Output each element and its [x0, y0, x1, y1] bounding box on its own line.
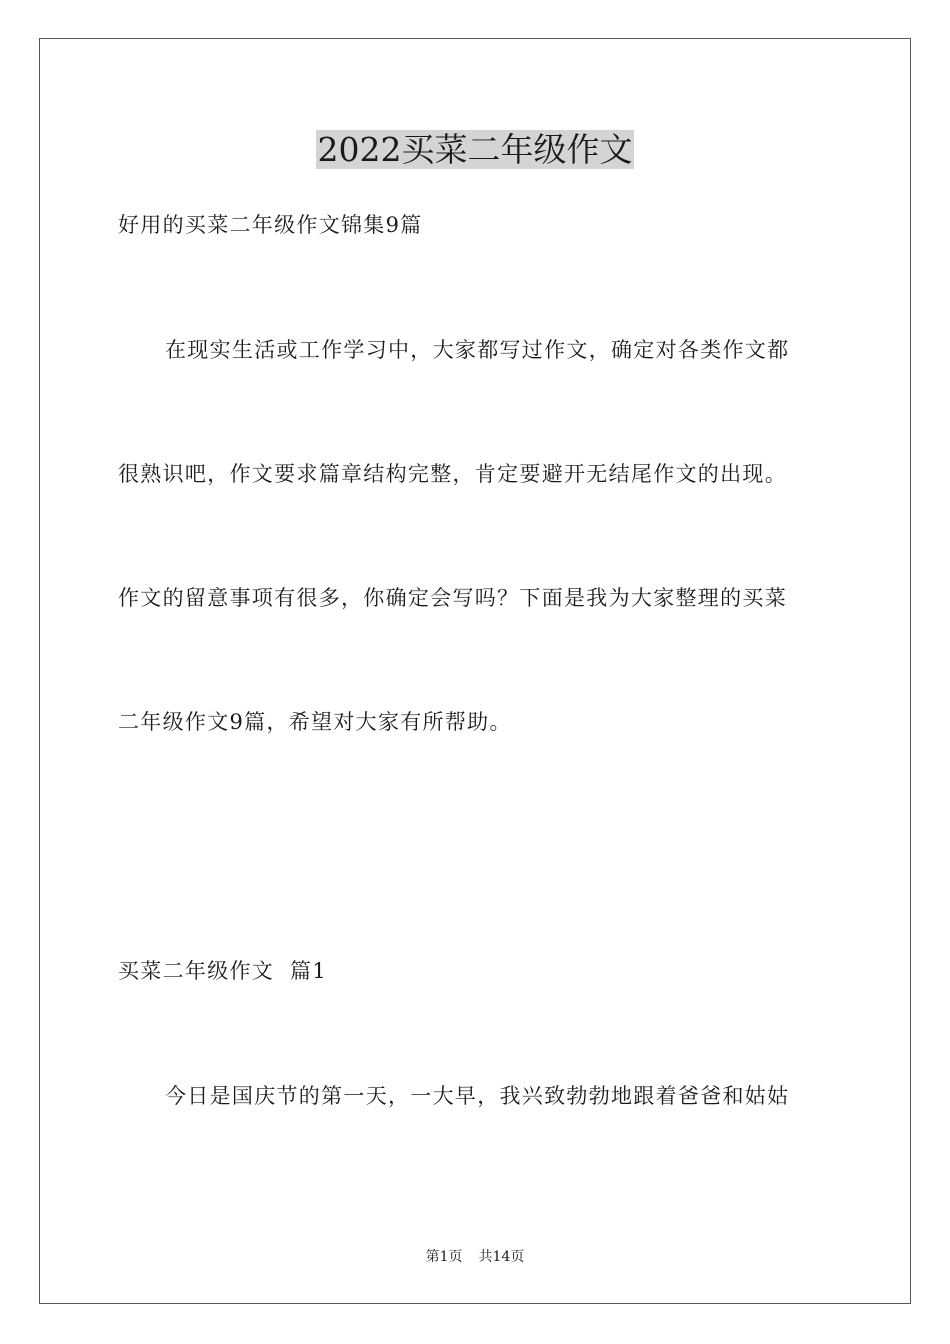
- page-number-current: 第1页: [425, 1249, 463, 1265]
- intro-line-4: 二年级作文9篇，希望对大家有所帮助。: [118, 710, 512, 734]
- document-title-text: 2022买菜二年级作文: [317, 130, 633, 169]
- section-heading: 买菜二年级作文 篇1: [118, 959, 328, 983]
- document-title: [0, 128, 950, 172]
- intro-line-2: 很熟识吧，作文要求篇章结构完整，肯定要避开无结尾作文的出现。: [118, 462, 787, 486]
- section-line-1: 今日是国庆节的第一天，一大早，我兴致勃勃地跟着爸爸和姑姑: [165, 1084, 790, 1108]
- intro-line-1: 在现实生活或工作学习中，大家都写过作文，确定对各类作文都: [165, 338, 790, 362]
- page-number-total: 共14页: [478, 1249, 525, 1265]
- intro-line-3: 作文的留意事项有很多，你确定会写吗？下面是我为大家整理的买菜: [118, 586, 787, 610]
- document-subtitle: 好用的买菜二年级作文锦集9篇: [118, 213, 423, 237]
- page-footer: [0, 1247, 950, 1267]
